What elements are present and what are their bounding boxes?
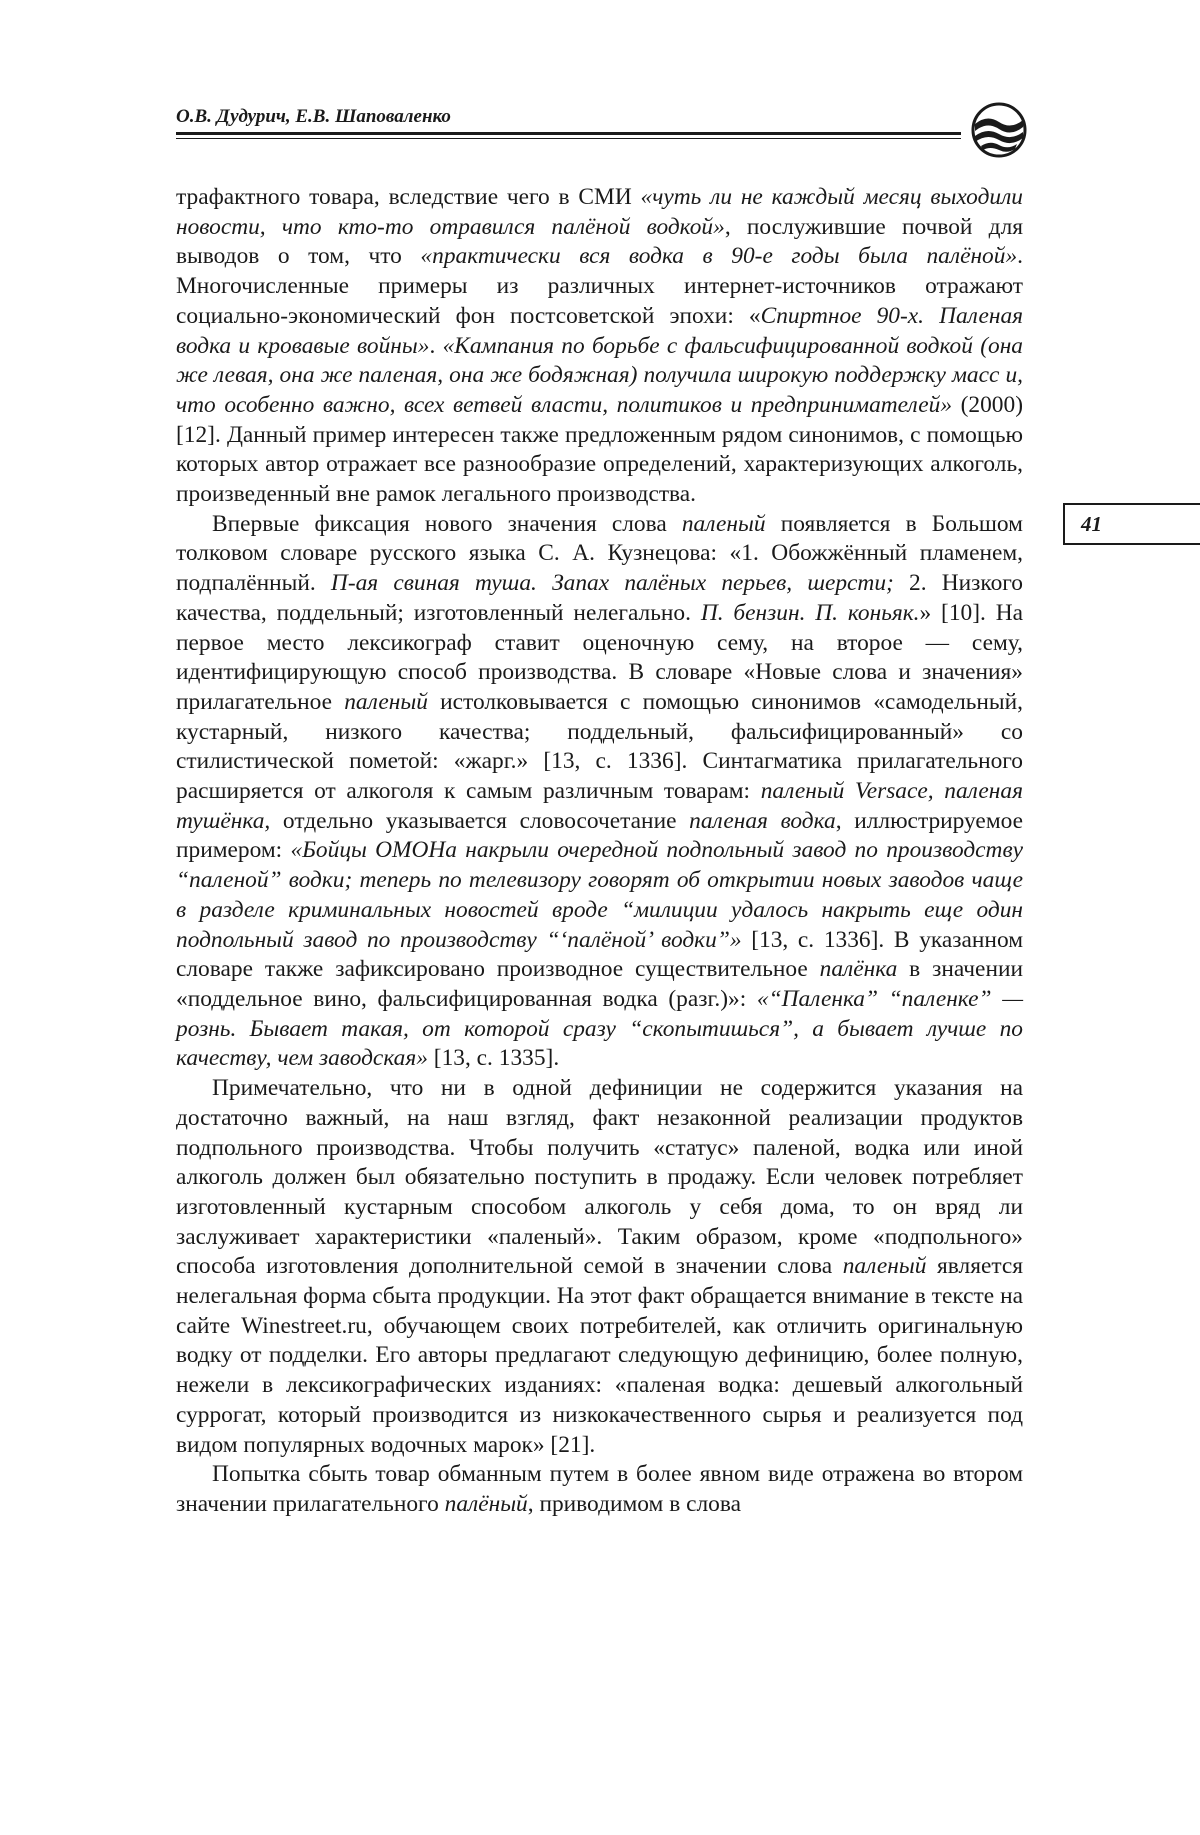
italic-run: П-ая свиная туша. Запах палёных перьев, шерсти; bbox=[330, 570, 894, 597]
italic-run: паленый Versace, паленая тушёнка, bbox=[176, 778, 1023, 834]
text-run: , иллюстрируемое примером: bbox=[176, 807, 1023, 864]
italic-run: Спиртное 90-х. Паленая водка и кровавые войны» bbox=[176, 302, 1024, 359]
journal-wave-logo-icon bbox=[969, 100, 1029, 160]
text-run: является нелегальная форма сбыта продукции. На этот факт обращается внимание в тексте на сайте Winestreet.ru, обучающем своих потребителей, как отличить оригинальную водку от подделки. Его авторы предлагают следующую дефиницию, более полную, нежели в лексикографических изданиях: «паленая водка: дешевый алкогольный суррогат, который производится из низкокачественного сырья и реализуется под видом популярных водочных марок» [21]. bbox=[176, 1253, 1023, 1458]
italic-run: паленая водка bbox=[689, 807, 836, 834]
italic-run: паленый bbox=[681, 510, 766, 537]
header-rule-thin bbox=[176, 138, 961, 139]
text-run: трафактного товара, вследствие чего в СМИ bbox=[176, 184, 641, 210]
text-run: [13, с. 1336]. В указанном словаре также зафиксировано производное существительное bbox=[176, 926, 1023, 983]
text-run: Попытка сбыть товар обманным путем в более явном виде отражена во втором значении прилагательного bbox=[176, 1461, 1023, 1517]
running-header bbox=[176, 100, 1026, 152]
paragraph bbox=[176, 1460, 1023, 1519]
text-run: . bbox=[429, 332, 443, 359]
italic-run: «“Паленка” “паленке” — рознь. Бывает такая, от которой сразу “скопытишься”, а бывает лучше по качеству, чем заводская» bbox=[176, 985, 1023, 1072]
header-rule-thick bbox=[176, 132, 961, 135]
text-run: , послужившие почвой для выводов о том, что bbox=[176, 213, 1023, 270]
italic-run: «Бойцы ОМОНа накрыли очередной подпольный завод по производству “паленой” водки; теперь по телевизору говорят об открытии новых заводов чаще в разделе криминальных новостей вроде “милиции удалось накрыть еще один подпольный завод по производству “‘палёной’ водки”» bbox=[176, 837, 1023, 953]
text-run: (2000) [12]. Данный пример интересен также предложенным рядом синонимов, с помощью которых автор отражает все разнообразие определений, характеризующих алкоголь, произведенный вне рамок легального производства. bbox=[176, 391, 1023, 508]
italic-run: палёнка bbox=[819, 956, 898, 983]
italic-run: «практически вся водка в 90-е годы была палёной» bbox=[420, 243, 1018, 270]
header-authors: О.В. Дудурич, Е.В. Шаповаленко bbox=[176, 106, 451, 127]
italic-run: П. бензин. П. коньяк. bbox=[700, 599, 920, 626]
text-run: появляется в Большом толковом словаре русского языка С. А. Кузнецова: «1. Обожжённый пламенем, подпалённый. bbox=[176, 510, 1023, 597]
paragraph bbox=[176, 510, 1023, 1074]
text-run: Впервые фиксация нового значения слова bbox=[212, 510, 682, 537]
text-run: , приводимом в слова bbox=[527, 1490, 741, 1517]
paragraph bbox=[176, 1074, 1023, 1460]
text-run: отдельно указывается словосочетание bbox=[270, 807, 690, 834]
text-run: [13, с. 1335]. bbox=[427, 1045, 560, 1072]
text-run: » [10]. На первое место лексикограф ставит оценочную сему, на второе — сему, идентифицирующую способ производства. В словаре «Новые слова и значения» прилагательное bbox=[176, 599, 1023, 715]
italic-run: «чуть ли не каждый месяц выходили новости, что кто-то отравился палёной водкой» bbox=[176, 184, 1023, 240]
italic-run: «Кампания по борьбе с фальсифицированной водкой (она же левая, она же паленая, она же бодяжная) получила широкую поддержку масс и, что особенно важно, всех ветвей власти, политиков и предпринимателей» bbox=[176, 332, 1023, 418]
text-run: . Многочисленные примеры из различных интернет-источников отражают социально-экономический фон постсоветской эпохи: « bbox=[176, 243, 1023, 329]
italic-run: паленый bbox=[842, 1253, 927, 1280]
page-number-box bbox=[1063, 503, 1200, 545]
text-run: Примечательно, что ни в одной дефиниции не содержится указания на достаточно важный, на наш взгляд, факт незаконной реализации продуктов подпольного производства. Чтобы получить «статус» паленой, водка или иной алкоголь должен был обязательно поступить в продажу. Если человек потребляет изготовленный кустарным способом алкоголь у себя дома, то он вряд ли заслуживает характеристики «паленый». Таким образом, кроме «подпольного» способа изготовления дополнительной семой в значении слова bbox=[176, 1075, 1023, 1280]
text-run: 2. Низкого качества, поддельный; изготовленный нелегально. bbox=[176, 570, 1023, 626]
text-run: истолковывается с помощью синонимов «самодельный, кустарный, низкого качества; поддельный, фальсифицированный» со стилистической пометой: «жарг.» [13, с. 1336]. Синтагматика прилагательного расширяется от алкоголя к самым различным товарам: bbox=[176, 688, 1024, 805]
italic-run: паленый bbox=[344, 688, 428, 715]
paragraph bbox=[176, 183, 1023, 510]
body-text bbox=[176, 183, 1023, 1520]
italic-run: палёный bbox=[444, 1490, 528, 1517]
page-number: 41 bbox=[1081, 512, 1102, 536]
text-run: в значении «поддельное вино, фальсифицированная водка (разг.)»: bbox=[176, 956, 1023, 1012]
